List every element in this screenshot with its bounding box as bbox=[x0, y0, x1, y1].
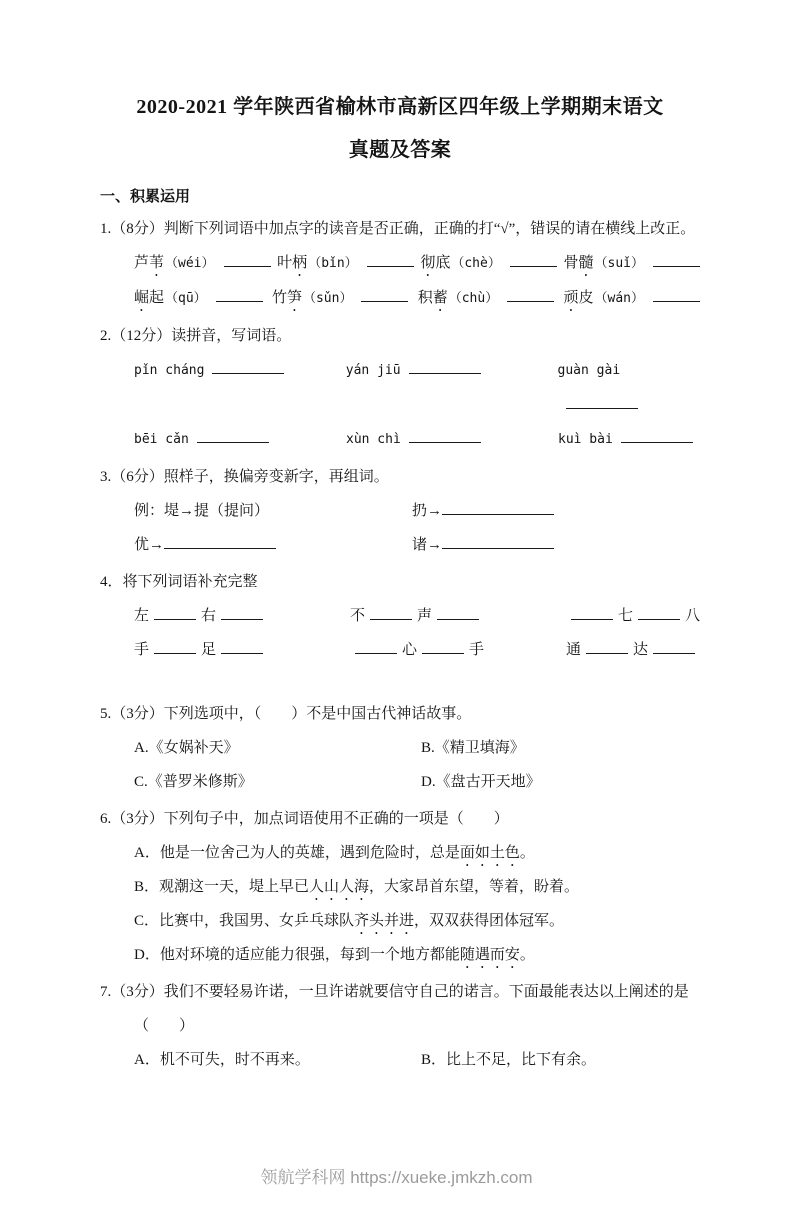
option-text: ，大家昂首东望，等着，盼着。 bbox=[369, 879, 580, 895]
idiom-char: 声 bbox=[417, 608, 433, 624]
answer-blank bbox=[212, 359, 284, 374]
pinyin-text: （wéi） bbox=[165, 256, 215, 271]
word-plain: 芦 bbox=[134, 255, 150, 271]
word-plain: 骨 bbox=[563, 255, 579, 271]
word-dotted-char: 柄 bbox=[292, 255, 308, 271]
question-text: （6分）照样子，换偏旁变新字，再组词。 bbox=[111, 469, 389, 485]
answer-blank bbox=[221, 605, 263, 620]
idiom-char: 手 bbox=[134, 642, 150, 658]
word-dotted-char: 顽 bbox=[563, 290, 579, 306]
question-6-header bbox=[100, 803, 700, 836]
word-dotted-char: 笋 bbox=[286, 290, 302, 306]
idiom-char: 通 bbox=[565, 642, 581, 658]
pinyin-text: （qū） bbox=[165, 291, 207, 306]
word-item bbox=[563, 281, 700, 316]
question-1-row1 bbox=[134, 246, 700, 281]
question-text: （3分）下列选项中，（ ）不是中国古代神话故事。 bbox=[111, 706, 472, 722]
answer-blank bbox=[154, 605, 196, 620]
idiom-item bbox=[350, 599, 484, 633]
idiom-char: 手 bbox=[469, 642, 485, 658]
word-dotted-char: 崛 bbox=[134, 290, 150, 306]
answer-blank bbox=[653, 287, 700, 302]
pinyin-text: （chè） bbox=[451, 256, 501, 271]
answer-blank bbox=[442, 500, 554, 515]
question-text: （3分）我们不要轻易许诺，一旦许诺就要信守自己的诺言。下面最能表达以上阐述的是 bbox=[111, 984, 689, 1000]
pinyin-text: bēi cǎn bbox=[134, 432, 189, 447]
word bbox=[420, 255, 450, 271]
option-label: D． bbox=[134, 947, 160, 963]
idiom-char: 心 bbox=[401, 642, 417, 658]
answer-blank bbox=[154, 639, 196, 654]
pinyin-item bbox=[558, 353, 700, 422]
idiom-char: 足 bbox=[201, 642, 217, 658]
example-item: 例：堤→提（提问） bbox=[134, 503, 270, 519]
footer-watermark bbox=[0, 1163, 793, 1188]
option-text: 。 bbox=[519, 947, 535, 963]
question-4-row2 bbox=[134, 633, 700, 667]
option-c: C.《普罗米修斯》 bbox=[134, 774, 253, 790]
option-b: B．比上不足，比下有余。 bbox=[421, 1052, 597, 1068]
pinyin-text: （suǐ） bbox=[594, 256, 644, 271]
pinyin-item bbox=[346, 422, 558, 457]
option-d bbox=[100, 938, 700, 972]
answer-blank bbox=[221, 639, 263, 654]
question-3 bbox=[100, 461, 700, 562]
document-title bbox=[100, 86, 700, 172]
idiom-item bbox=[350, 633, 484, 667]
answer-blank bbox=[409, 428, 481, 443]
question-2 bbox=[100, 320, 700, 457]
option-label: A． bbox=[134, 845, 160, 861]
word bbox=[563, 255, 593, 271]
answer-blank bbox=[566, 394, 638, 409]
word-plain: 竹 bbox=[271, 290, 287, 306]
option-c bbox=[100, 904, 700, 938]
question-3-row1 bbox=[134, 494, 700, 528]
idiom-char: 右 bbox=[201, 608, 217, 624]
answer-blank bbox=[638, 605, 680, 620]
word-dotted-char: 彻 bbox=[420, 255, 436, 271]
question-number: 7. bbox=[100, 984, 112, 1000]
question-number: 1. bbox=[100, 221, 112, 237]
answer-blank bbox=[653, 639, 695, 654]
option-text: 他对环境的适应能力很强，每到一个地方都能 bbox=[159, 947, 460, 963]
word bbox=[134, 255, 164, 271]
option-b bbox=[100, 870, 700, 904]
answer-blank bbox=[367, 252, 414, 267]
pinyin-item bbox=[134, 422, 346, 457]
question-4-row1 bbox=[134, 599, 700, 633]
answer-blank bbox=[621, 428, 693, 443]
word-item bbox=[420, 246, 557, 281]
answer-blank bbox=[197, 428, 269, 443]
word bbox=[272, 290, 302, 306]
pinyin-text: guàn gài bbox=[557, 363, 621, 378]
option-text: 比赛中，我国男、女乒乓球队 bbox=[159, 913, 355, 929]
question-number: 2. bbox=[100, 328, 112, 344]
question-5-header bbox=[100, 698, 700, 731]
word-dotted-char: 蓄 bbox=[432, 290, 448, 306]
site-url-link[interactable]: https://xueke.jmkzh.com bbox=[350, 1168, 533, 1187]
question-5 bbox=[100, 698, 700, 799]
idiom-char: 八 bbox=[684, 608, 700, 624]
word bbox=[277, 255, 307, 271]
question-text: 将下列词语补充完整 bbox=[122, 574, 258, 590]
radical-prompt: 优→ bbox=[134, 537, 165, 553]
question-7-header bbox=[100, 976, 700, 1009]
answer-blank bbox=[510, 252, 557, 267]
pinyin-text: （wán） bbox=[594, 291, 644, 306]
question-3-header bbox=[100, 461, 700, 494]
word bbox=[134, 290, 164, 306]
question-number: 4． bbox=[100, 574, 123, 590]
radical-item bbox=[134, 528, 412, 562]
word-item bbox=[272, 281, 409, 316]
option-b: B.《精卫填海》 bbox=[421, 740, 525, 756]
idiom-item bbox=[134, 599, 268, 633]
pinyin-item bbox=[134, 353, 346, 388]
word-dotted-char: 髓 bbox=[578, 255, 594, 271]
document-title-line2: 真题及答案 bbox=[348, 139, 452, 161]
dotted-idiom: 人山人海 bbox=[309, 879, 370, 895]
word-item bbox=[418, 281, 555, 316]
answer-blank bbox=[355, 639, 397, 654]
question-6 bbox=[100, 803, 700, 972]
option-text: ，双双获得团体冠军。 bbox=[414, 913, 565, 929]
question-4-header bbox=[100, 566, 700, 599]
dotted-idiom: 齐头并进 bbox=[354, 913, 415, 929]
answer-blank bbox=[586, 639, 628, 654]
question-2-row2 bbox=[134, 422, 700, 457]
pinyin-text: pǐn cháng bbox=[134, 363, 205, 378]
question-number: 3. bbox=[100, 469, 112, 485]
answer-blank bbox=[507, 287, 554, 302]
word-item bbox=[277, 246, 414, 281]
radical-prompt: 诸→ bbox=[412, 537, 443, 553]
question-5-options-row1 bbox=[134, 731, 700, 765]
pinyin-text: （bǐn） bbox=[308, 256, 358, 271]
radical-item bbox=[412, 494, 554, 528]
word-plain: 起 bbox=[149, 290, 165, 306]
word-plain: 叶 bbox=[277, 255, 293, 271]
dotted-idiom: 面如土色 bbox=[459, 845, 520, 861]
answer-blank bbox=[224, 252, 271, 267]
option-a bbox=[100, 836, 700, 870]
question-text: （12分）读拼音，写词语。 bbox=[111, 328, 292, 344]
question-number: 6. bbox=[100, 811, 112, 827]
word-dotted-char: 苇 bbox=[149, 255, 165, 271]
question-1 bbox=[100, 213, 700, 316]
pinyin-item bbox=[558, 422, 693, 457]
question-text: （3分）下列句子中，加点词语使用不正确的一项是（ ） bbox=[111, 811, 509, 827]
question-4 bbox=[100, 566, 700, 667]
site-name: 领航学科网 bbox=[260, 1168, 346, 1187]
question-1-row2 bbox=[134, 281, 700, 316]
answer-blank bbox=[361, 287, 408, 302]
option-text: 。 bbox=[519, 845, 535, 861]
option-a: A．机不可失，时不再来。 bbox=[134, 1052, 310, 1068]
option-d: D.《盘古开天地》 bbox=[421, 774, 541, 790]
word bbox=[563, 290, 593, 306]
question-5-options-row2 bbox=[134, 765, 700, 799]
answer-blank bbox=[370, 605, 412, 620]
word-plain: 底 bbox=[435, 255, 451, 271]
word-item bbox=[563, 246, 700, 281]
question-7 bbox=[100, 976, 700, 1077]
question-2-header bbox=[100, 320, 700, 353]
pinyin-item bbox=[346, 353, 558, 388]
word bbox=[418, 290, 448, 306]
answer-blank bbox=[164, 534, 276, 549]
idiom-item bbox=[134, 633, 268, 667]
radical-prompt: 扔→ bbox=[412, 503, 443, 519]
word-plain: 积 bbox=[417, 290, 433, 306]
option-a: A.《女娲补天》 bbox=[134, 740, 239, 756]
dotted-idiom: 随遇而安 bbox=[459, 947, 520, 963]
answer-parentheses: （ ） bbox=[134, 1018, 195, 1034]
idiom-item bbox=[566, 599, 700, 633]
exam-document-page bbox=[0, 86, 793, 1077]
question-1-header bbox=[100, 213, 700, 246]
radical-item bbox=[412, 528, 554, 562]
answer-blank bbox=[437, 605, 479, 620]
option-text: 他是一位舍己为人的英雄，遇到危险时，总是 bbox=[159, 845, 460, 861]
answer-blank bbox=[422, 639, 464, 654]
question-text: （8分）判断下列词语中加点字的读音是否正确，正确的打“√”，错误的请在横线上改正。 bbox=[111, 221, 696, 237]
idiom-item bbox=[566, 633, 700, 667]
option-label: B． bbox=[134, 879, 160, 895]
answer-blank bbox=[653, 252, 700, 267]
pinyin-text: （chù） bbox=[448, 291, 499, 306]
answer-blank bbox=[571, 605, 613, 620]
idiom-char: 达 bbox=[632, 642, 648, 658]
word-item bbox=[134, 246, 271, 281]
answer-blank bbox=[409, 359, 481, 374]
document-title-line1: 2020-2021 学年陕西省榆林市高新区四年级上学期期末语文 bbox=[136, 96, 664, 118]
pinyin-text: xùn chì bbox=[346, 432, 401, 447]
question-3-row2 bbox=[134, 528, 700, 562]
question-7-options-row bbox=[134, 1043, 700, 1077]
pinyin-text: yán jiū bbox=[345, 363, 401, 378]
option-text: 观潮这一天，堤上早已 bbox=[159, 879, 310, 895]
answer-blank bbox=[216, 287, 263, 302]
option-label: C． bbox=[134, 913, 160, 929]
word-item bbox=[134, 281, 263, 316]
pinyin-text: （sǔn） bbox=[302, 291, 353, 306]
answer-blank bbox=[442, 534, 554, 549]
question-2-row1 bbox=[134, 353, 700, 422]
pinyin-text: kuì bài bbox=[558, 432, 613, 447]
section-heading: 一、积累运用 bbox=[100, 189, 191, 205]
idiom-char: 左 bbox=[134, 608, 150, 624]
word-plain: 皮 bbox=[578, 290, 594, 306]
question-number: 5. bbox=[100, 706, 112, 722]
idiom-char: 七 bbox=[617, 608, 633, 624]
idiom-char: 不 bbox=[349, 608, 365, 624]
